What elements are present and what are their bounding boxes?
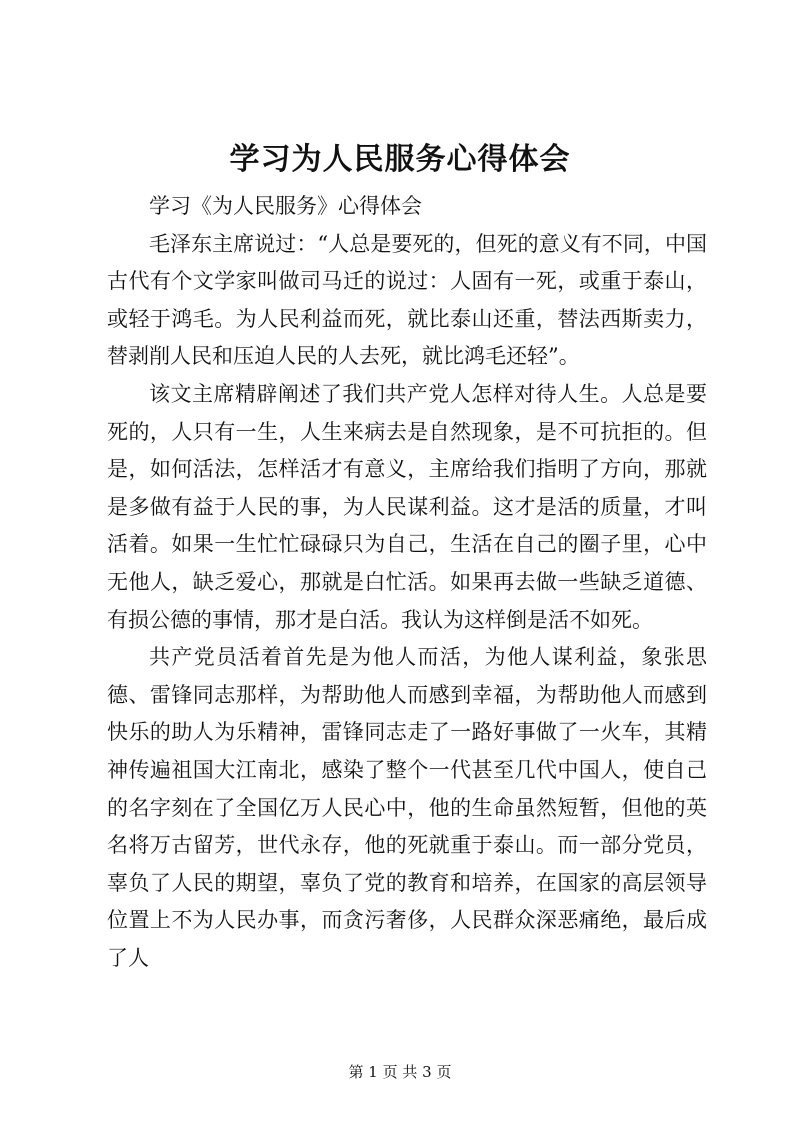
document-body: [107, 188, 707, 977]
paragraph-explanation: 该文主席精辟阐述了我们共产党人怎样对待人生。人总是要死的，人只有一生，人生来病去是自然现象，是不可抗拒的。但是，如何活法，怎样活才有意义，主席给我们指明了方向，那就是多做有益于人民的事，为人民谋利益。这才是活的质量，才叫活着。如果一生忙忙碌碌只为自己，生活在自己的圈子里，心中无他人，缺乏爱心，那就是白忙活。如果再去做一些缺乏道德、有损公德的事情，那才是白活。我认为这样倒是活不如死。: [107, 381, 707, 632]
page-title: 学习为人民服务心得体会: [229, 142, 571, 177]
paragraph-party-members: 共产党员活着首先是为他人而活，为他人谋利益，象张思德、雷锋同志那样，为帮助他人而感到幸福，为帮助他人而感到快乐的助人为乐精神，雷锋同志走了一路好事做了一火车，其精神传遍祖国大江南北，感染了整个一代甚至几代中国人，使自己的名字刻在了全国亿万人民心中，他的生命虽然短暂，但他的英名将万古留芳，世代永存，他的死就重于泰山。而一部分党员，辜负了人民的期望，辜负了党的教育和培养，在国家的高层领导位置上不为人民办事，而贪污奢侈，人民群众深恶痛绝，最后成了人: [107, 645, 707, 970]
paragraph-quote: 毛泽东主席说过：“人总是要死的，但死的意义有不同，中国古代有个文学家叫做司马迁的说过：人固有一死，或重于泰山，或轻于鸿毛。为人民利益而死，就比泰山还重，替法西斯卖力，替剥削人民和压迫人民的人去死，就比鸿毛还轻”。: [107, 231, 707, 369]
paragraph-subtitle: 学习《为人民服务》心得体会: [149, 194, 422, 218]
page-footer: 第 1 页 共 3 页: [348, 1063, 452, 1081]
